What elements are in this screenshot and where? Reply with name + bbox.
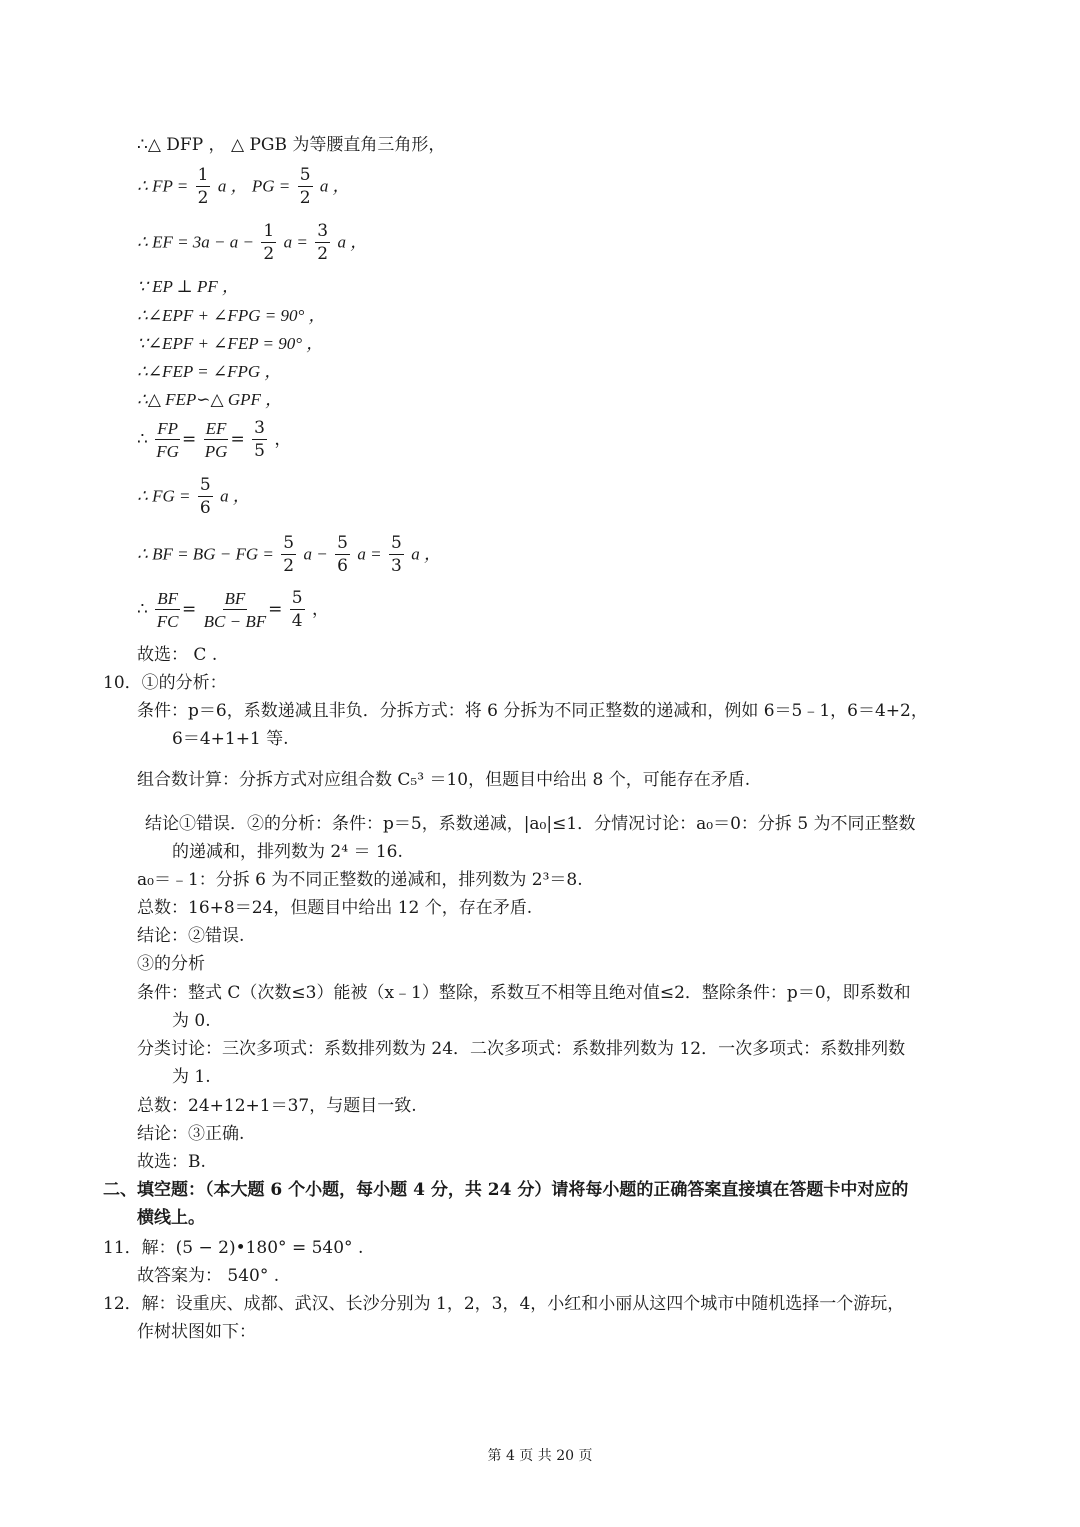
section-2-heading: 二、填空题：（本大题 6 个小题，每小题 4 分，共 24 分）请将每小题的正确答案直接填在答题卡中对应的	[103, 1180, 909, 1200]
q10-line-12: 分类讨论：三次多项式：系数排列数为 24．二次多项式：系数排列数为 12．一次多项式：系数排列数	[137, 1039, 906, 1059]
q10-line-14: 总数：24+12+1＝37，与题目一致.	[137, 1096, 417, 1116]
q11-line-2: 故答案为： 540° .	[137, 1266, 280, 1286]
q12-line-2: 作树状图如下：	[137, 1322, 256, 1342]
q9-line-7: ∴∠FEP = ∠FPG ，	[137, 362, 282, 381]
q10-line-10: 条件：整式 C（次数≤3）能被（x﹣1）整除，系数互不相等且绝对值≤2．整除条件：p＝0，即系数和	[137, 983, 911, 1003]
q9-line-5: ∴∠EPF + ∠FPG = 90° ，	[137, 306, 326, 325]
q10-line-9: ③的分析	[137, 954, 205, 974]
q10-line-13: 为 1.	[172, 1067, 211, 1087]
q10-line-1: 条件：p＝6，系数递减且非负．分拆方式：将 6 分拆为不同正整数的递减和，例如 6＝5﹣1，6＝4+2，	[137, 701, 928, 721]
q9-line-9: ∴ $\frac{FP}{FG}$ = $\frac{EF}{PG}$ = $\frac{3}{5}$ ，	[137, 418, 292, 461]
q9-line-4: ∵ EP ⊥ PF ，	[137, 277, 240, 296]
q9-line-3: ∴ EF = 3a − a − $\frac{1}{2}$ a = $\frac{3}{2}$ a ，	[137, 221, 368, 264]
q9-line-8: ∴△ FEP∽△ GPF ，	[137, 390, 283, 409]
q10-title: 10．①的分析：	[103, 673, 227, 693]
q10-line-5: 的递减和，排列数为 2⁴ ＝ 16.	[172, 842, 403, 862]
q10-line-15: 结论：③正确.	[137, 1124, 245, 1144]
q9-line-12: ∴ $\frac{BF}{FC}$ = $\frac{BF}{BC - BF}$ = $\frac{5}{4}$ ，	[137, 588, 330, 631]
q9-answer: 故选： C .	[137, 645, 218, 665]
q12-line-1: 12．解：设重庆、成都、武汉、长沙分别为 1，2，3，4，小红和小丽从这四个城市中随机选择一个游玩，	[103, 1294, 905, 1314]
q9-line-2: ∴ FP = $\frac{1}{2}$ a ， PG = $\frac{5}{2}$ a ，	[137, 165, 350, 208]
q11-line-1: 11．解：(5 − 2)•180° = 540° .	[103, 1238, 364, 1258]
q10-line-11: 为 0.	[172, 1011, 211, 1031]
q10-line-3: 组合数计算：分拆方式对应组合数 C₅³ ＝10，但题目中给出 8 个，可能存在矛盾.	[137, 770, 751, 790]
q9-line-1: ∴△ DFP ， △ PGB 为等腰直角三角形，	[137, 135, 446, 155]
q10-answer: 故选：B.	[137, 1152, 206, 1172]
q10-line-2: 6＝4+1+1 等.	[172, 729, 289, 749]
q10-line-6: a₀＝﹣1：分拆 6 为不同正整数的递减和，排列数为 2³＝8.	[137, 870, 583, 890]
q9-line-11: ∴ BF = BG − FG = $\frac{5}{2}$ a − $\frac{5}{6}$ a = $\frac{5}{3}$ a ，	[137, 533, 441, 576]
section-2-heading-cont: 横线上。	[137, 1208, 205, 1228]
q10-line-8: 结论：②错误.	[137, 926, 245, 946]
q9-line-10: ∴ FG = $\frac{5}{6}$ a ，	[137, 475, 250, 518]
page-footer: 第 4 页 共 20 页	[487, 1448, 593, 1464]
q9-line-6: ∵∠EPF + ∠FEP = 90° ，	[137, 334, 324, 353]
q10-line-4: 结论①错误．②的分析：条件：p＝5，系数递减，|a₀|≤1．分情况讨论：a₀＝0：分拆 5 为不同正整数	[145, 814, 916, 834]
q10-line-7: 总数：16+8＝24，但题目中给出 12 个，存在矛盾.	[137, 898, 533, 918]
